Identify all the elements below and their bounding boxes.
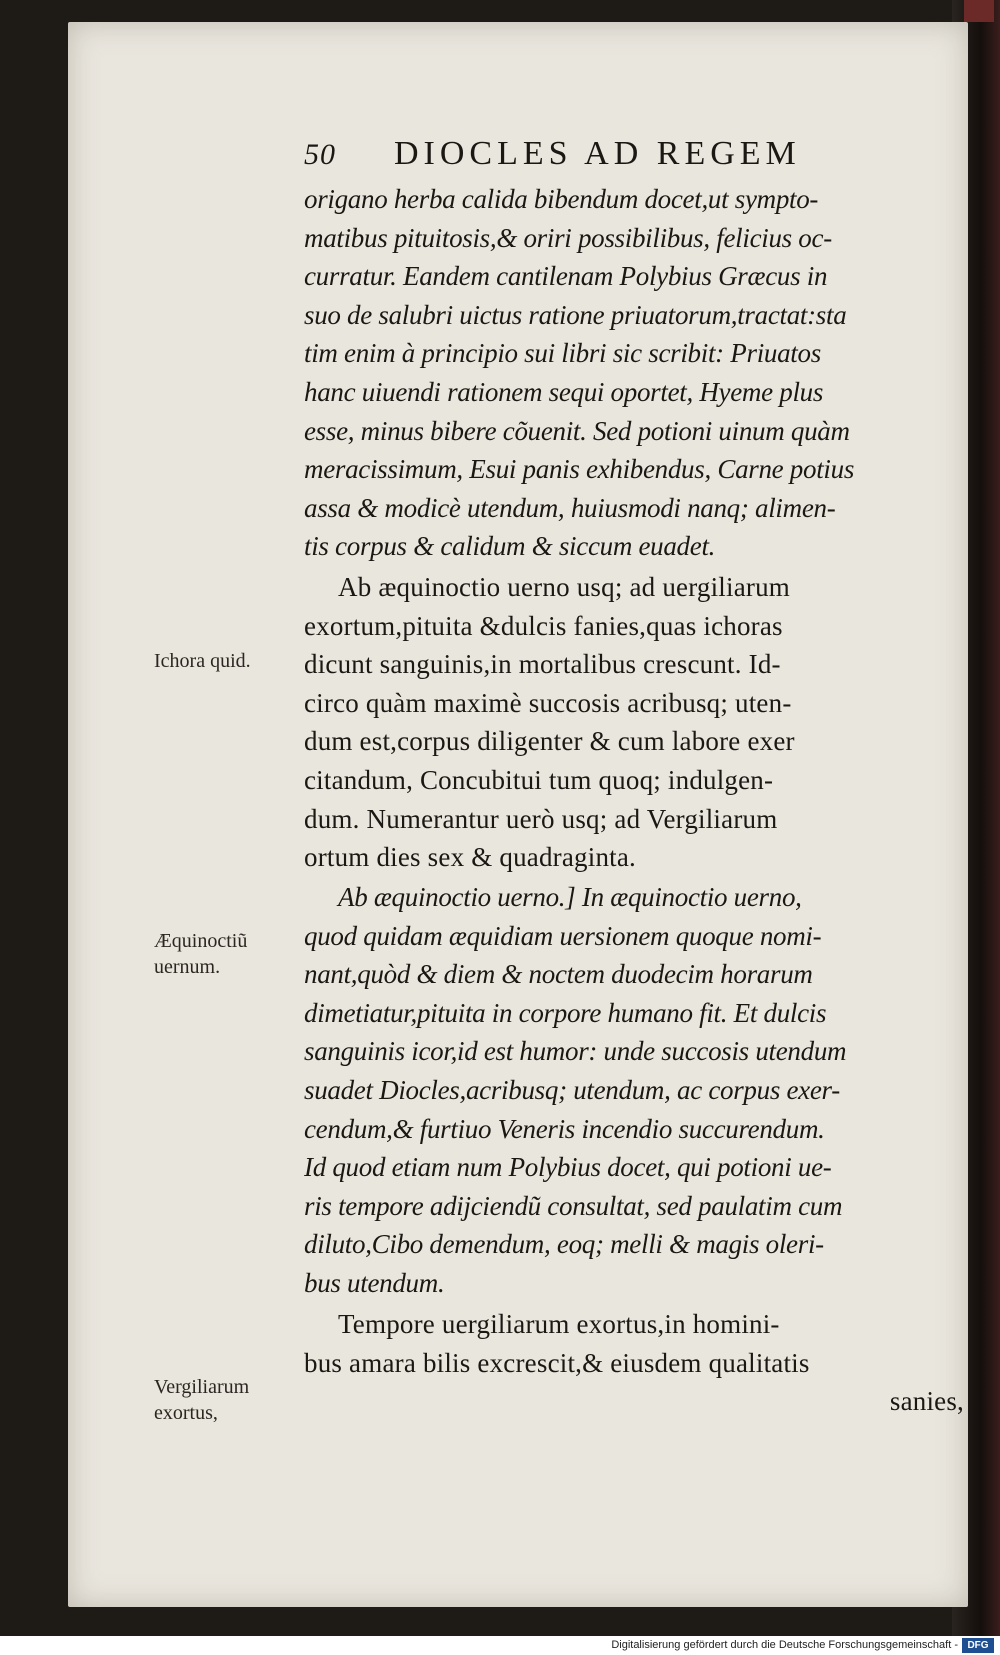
text-line: tis corpus & calidum & siccum euadet. — [304, 531, 716, 562]
text-line: bus amara bilis excrescit,& eiusdem qualitatis — [304, 1347, 810, 1378]
text-line: sanguinis icor,id est humor: unde succosis utendum — [304, 1036, 847, 1067]
text-line: ortum dies sex & quadraginta. — [304, 842, 636, 873]
text-line: quod quidam æquidiam uersionem quoque nomi- — [304, 920, 822, 951]
text-line: dum est,corpus diligenter & cum labore exer — [304, 726, 795, 757]
text-line: origano herba calida bibendum docet,ut sympto- — [304, 184, 819, 214]
margin-note-line: Vergiliarum — [154, 1376, 250, 1398]
text-line: ris tempore adijciendũ consultat, sed paulatim cum — [304, 1190, 843, 1221]
text-line: Id quod etiam num Polybius docet, qui potioni ue- — [304, 1152, 832, 1183]
text-line: dicunt sanguinis,in mortalibus crescunt. Id- — [304, 649, 781, 680]
commentary-paragraph-1 — [304, 180, 964, 566]
text-line: suadet Diocles,acribusq; utendum, ac corpus exer- — [304, 1074, 840, 1105]
text-line: suo de salubri uictus ratione priuatorum,tractat:sta — [304, 299, 847, 330]
text-line: dum. Numerantur uerò usq; ad Vergiliarum — [304, 803, 778, 834]
margin-note-aequinoctium — [154, 928, 247, 980]
text-line: esse, minus bibere cõuenit. Sed potioni uinum quàm — [304, 415, 850, 446]
text-line: nant,quòd & diem & noctem duodecim horarum — [304, 959, 813, 990]
text-line: Ab æquinoctio uerno usq; ad uergiliarum — [338, 572, 790, 602]
text-line: curratur. Eandem cantilenam Polybius Græcus in — [304, 261, 828, 292]
book-page — [68, 22, 968, 1607]
commentary-paragraph-2 — [304, 878, 964, 1303]
digitization-credit: Digitalisierung gefördert durch die Deutsche Forschungsgemeinschaft - — [611, 1639, 958, 1651]
text-line: exortum,pituita &dulcis fanies,quas ichoras — [304, 610, 783, 641]
margin-note-line: Ichora quid. — [154, 650, 251, 672]
main-paragraph-2 — [304, 1305, 964, 1421]
text-line: diluto,Cibo demendum, eoq; melli & magis oleri- — [304, 1229, 824, 1260]
text-line: matibus pituitosis,& oriri possibilibus, felicius oc- — [304, 222, 832, 253]
text-line: tim enim à principio sui libri sic scribit: Priuatos — [304, 338, 821, 369]
margin-note-vergiliarum — [154, 1374, 249, 1426]
text-line: meracissimum, Esui panis exhibendus, Carne potius — [304, 454, 855, 485]
text-line: Ab æquinoctio uerno.] In æquinoctio uerno, — [338, 882, 802, 912]
dfg-logo: DFG — [962, 1638, 994, 1653]
text-line: citandum, Concubitui tum quoq; indulgen- — [304, 764, 774, 795]
book-spine-mark — [964, 0, 994, 22]
text-line: sanies, — [889, 1386, 964, 1417]
main-paragraph-1 — [304, 568, 964, 877]
margin-note-line: uernum. — [154, 956, 221, 978]
text-line: circo quàm maximè succosis acribusq; uten- — [304, 687, 792, 718]
page-number: 50 — [304, 138, 336, 171]
margin-note-line: exortus, — [154, 1402, 218, 1424]
text-line: assa & modicè utendum, huiusmodi nanq; alimen- — [304, 492, 836, 523]
running-head: DIOCLES AD REGEM — [394, 135, 801, 172]
margin-note-line: Æquinoctiũ — [154, 930, 248, 952]
text-line: dimetiatur,pituita in corpore humano fit. Et dulcis — [304, 997, 827, 1028]
text-line: hanc uiuendi rationem sequi oportet, Hyeme plus — [304, 376, 824, 407]
text-line: cendum,& furtiuo Veneris incendio succurendum. — [304, 1113, 825, 1144]
text-line: bus utendum. — [304, 1267, 445, 1298]
margin-note-ichora — [154, 648, 251, 674]
text-line: Tempore uergiliarum exortus,in homini- — [338, 1309, 780, 1339]
